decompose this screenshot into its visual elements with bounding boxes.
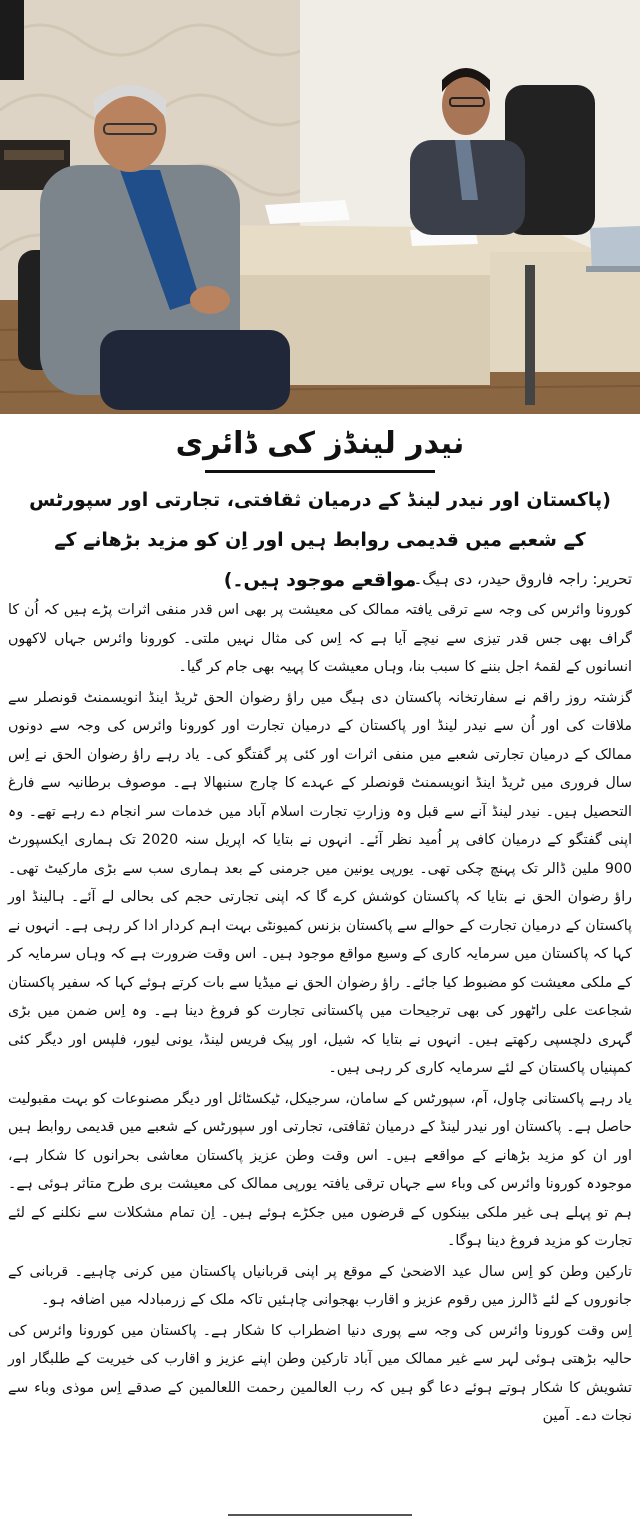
article-photo [0, 0, 640, 414]
article-body [8, 596, 632, 1433]
article-end-rule [228, 1514, 412, 1516]
paragraph: اِس وقت کورونا وائرس کی وجہ سے پوری دنیا اضطراب کا شکار ہے۔ پاکستان میں کورونا وائرس کی حالیہ بڑھتی ہوئی لہر سے غیر ممالک میں آباد تارکین وطن اپنے عزیز و اقارب کی خیریت کے طلبگار اور تشویش کا شکار ہوتے ہوئے دعا گو ہیں کہ رب العالمین رحمت اللعالمین کے صدقے اِس موذی وباء سے نجات دے۔ آمین [8, 1322, 632, 1424]
article [0, 414, 640, 1522]
office-meeting-photo [0, 0, 640, 414]
article-byline: تحریر: راجہ فاروق حیدر، دی ہیگ۔ [413, 570, 632, 588]
paragraph: یاد رہے پاکستانی چاول، آم، سپورٹس کے سامان، سرجیکل، ٹیکسٹائل اور دیگر مصنوعات کو بہت مقبولیت حاصل ہے۔ پاکستان اور نیدر لینڈ کے درمیان ثقافتی، تجارتی اور سپورٹس کے شعبے میں قدیمی روابط ہیں اور ان کو مزید بڑھانے کے مواقعے ہیں۔ اس وقت وطن عزیز پاکستان معاشی بحرانوں کا شکار ہے، موجودہ کورونا وائرس کی وباء سے جہاں ترقی یافتہ یورپی ممالک کی معیشت بری طرح متاثر ہوئی ہے۔ ہم تو پہلے ہی غیر ملکی بینکوں کے قرضوں میں جکڑے ہوئے ہیں۔ اِن تمام مشکلات سے نکلنے کے لئے تجارت کو مزید فروغ دینا ہوگا۔ [8, 1090, 632, 1249]
article-headline: نیدر لینڈز کی ڈائری [175, 426, 465, 461]
article-deck: (پاکستان اور نیدر لینڈ کے درمیان ثقافتی، تجارتی اور سپورٹس کے شعبے میں قدیمی روابط ہیں اور اِن کو مزید بڑھانے کے مواقعے موجود ہیں۔) [29, 489, 611, 591]
paragraph: تارکین وطن کو اِس سال عید الاضحیٰ کے موقع پر اپنی قربانیاں پاکستان میں کرنی چاہیے۔ قربانی کے جانوروں کے لئے ڈالرز میں رقوم عزیز و اقارب بھجوانی چاہئیں تاکہ ملک کے زرمبادلہ میں اضافہ ہو۔ [8, 1263, 632, 1308]
paragraph: گزشتہ روز راقم نے سفارتخانہ پاکستان دی ہیگ میں راؤ رضوان الحق ٹریڈ اینڈ انویسمنٹ قونصلر سے ملاقات کی اور اُن سے نیدر لینڈ اور پاکستان کے درمیان تجارت اور کورونا وائرس کی وجہ سے دونوں ممالک کے درمیان تجارتی شعبے میں منفی اثرات اور کئی پر گفتگو کی۔ یاد رہے راؤ رضوان الحق نے اِس سال فروری میں ٹریڈ اینڈ انویسمنٹ قونصلر کے عہدے کا چارج سنبھالا ہے۔ موصوف برطانیہ سے فارغ التحصیل ہیں۔ نیدر لینڈ آنے سے قبل وہ وزارتِ تجارت اسلام آباد میں خدمات سر انجام دے رہے تھے۔ وہ اپنی گفتگو کے درمیان کافی پر اُمید نظر آئے۔ انہوں نے بتایا کہ اپریل سنہ 2020 تک ہماری ایکسپورٹ 900 ملین ڈالر تک پہنچ چکی تھی۔ یورپی یونین میں جرمنی کے بعد ہماری سب سے بڑی مارکیٹ تھی۔ راؤ رضوان الحق نے بتایا کہ پاکستان کوشش کرے گا کہ اپنی تجارتی حجم کی بحالی لے آئے۔ ہالینڈ اور پاکستان کے درمیان تجارت کے حوالے سے پاکستان بزنس کمیونٹی بہت اہم کردار ادا کر رہی ہے۔ انہوں نے کہا کہ پاکستان میں سرمایہ کاری کے وسیع مواقع موجود ہیں۔ اس وقت ضرورت ہے کہ وہاں سرمایہ کر کے ملکی معیشت کو مضبوط کیا جائے۔ راؤ رضوان الحق نے میڈیا سے بات کرتے ہوئے کہا کہ سفیر پاکستان شجاعت علی راٹھور کی بھی ترجیحات میں پاکستانی تجارت کو فروغ دینا ہے۔ وہ اِس ضمن میں بڑی گہری دلچسپی رکھتے ہیں۔ انہوں نے بتایا کہ شیل، اور پیک فریس لینڈ، یونی لیور، فلپس اور دیگر کئی کمپنیاں پاکستان کے لئے سرمایہ کاری کر رہی ہیں۔ [8, 689, 633, 1076]
paragraph: کورونا وائرس کی وجہ سے ترقی یافتہ ممالک کی معیشت پر بھی اس قدر منفی اثرات پڑے ہیں کہ اُن کا گراف بھی جس قدر تیزی سے نیچے آیا ہے کہ اِس کی مثال نہیں ملتی۔ کورونا وائرس جہاں لاکھوں انسانوں کے لقمۂ اجل بننے کا سبب بنا، وہاں معیشت کا پہیہ بھی جام کر گیا۔ [8, 602, 632, 675]
headline-underline [205, 470, 435, 473]
